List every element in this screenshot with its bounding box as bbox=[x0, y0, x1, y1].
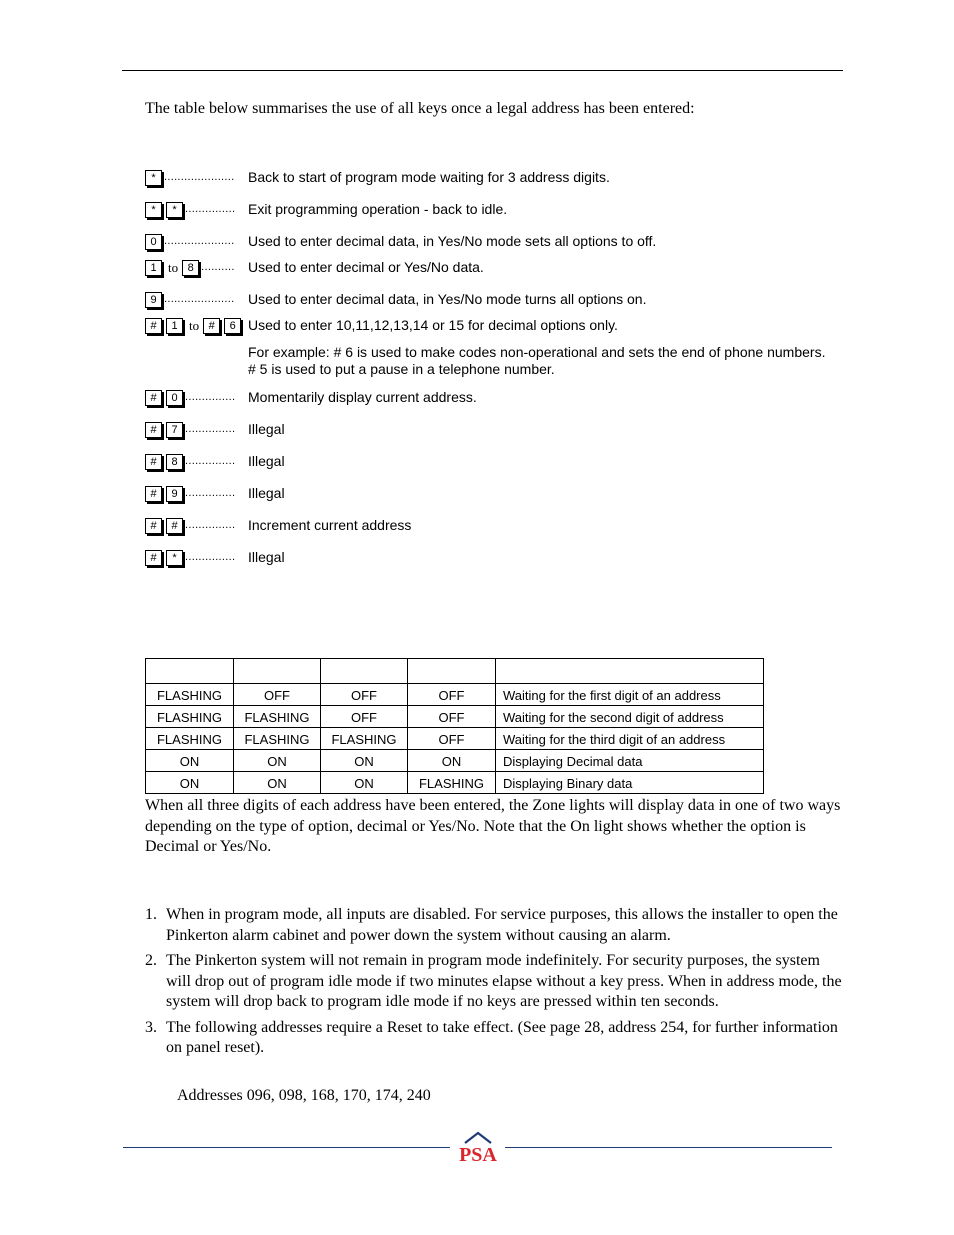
key-cap-icon: * bbox=[145, 170, 162, 186]
light-state-cell: ON bbox=[146, 750, 234, 772]
key-range-separator: to bbox=[189, 318, 200, 333]
dot-leader: ..................... bbox=[164, 293, 235, 305]
dot-leader: ............... bbox=[185, 391, 236, 403]
key-description: Used to enter decimal data, in Yes/No mode turns all options on. bbox=[248, 291, 647, 307]
key-cap-icon: * bbox=[166, 550, 183, 566]
key-cap-icon: 0 bbox=[145, 234, 162, 250]
table-row bbox=[146, 772, 764, 794]
light-state-cell: ON bbox=[321, 772, 408, 794]
key-description: Back to start of program mode waiting for 3 address digits. bbox=[248, 169, 610, 185]
header-rule bbox=[122, 70, 843, 71]
key-cap-icon: 0 bbox=[166, 390, 183, 406]
note-number: 3. bbox=[145, 1018, 157, 1036]
key-cap-icon: 9 bbox=[166, 486, 183, 502]
key-cap-icon: # bbox=[145, 454, 162, 470]
table-header-cell bbox=[496, 659, 764, 684]
key-combination bbox=[145, 198, 187, 218]
table-header-cell bbox=[321, 659, 408, 684]
table-row bbox=[146, 728, 764, 750]
svg-text:PSA: PSA bbox=[459, 1144, 497, 1165]
key-combination bbox=[145, 386, 187, 406]
light-state-cell: FLASHING bbox=[321, 728, 408, 750]
status-description-cell: Displaying Decimal data bbox=[496, 750, 764, 772]
dot-leader: ............... bbox=[185, 519, 236, 531]
key-cap-icon: # bbox=[145, 390, 162, 406]
key-combination bbox=[145, 514, 187, 534]
note-item bbox=[145, 905, 845, 946]
status-description-cell: Waiting for the third digit of an address bbox=[496, 728, 764, 750]
key-cap-icon: # bbox=[145, 318, 162, 334]
key-range-separator: to bbox=[168, 260, 179, 275]
key-cap-icon: 6 bbox=[224, 318, 241, 334]
light-state-cell: OFF bbox=[408, 706, 496, 728]
light-state-cell: ON bbox=[321, 750, 408, 772]
key-cap-icon: 8 bbox=[166, 454, 183, 470]
key-cap-icon: # bbox=[145, 422, 162, 438]
table-row bbox=[146, 706, 764, 728]
note-number: 2. bbox=[145, 952, 157, 969]
note-item bbox=[145, 951, 845, 1013]
note-text: When in program mode, all inputs are disabled. For service purposes, this allows the installer to open the Pinkerton alarm cabinet and power down the system without causing an alarm. bbox=[166, 906, 838, 944]
table-header-row bbox=[146, 659, 764, 684]
key-description: Illegal bbox=[248, 485, 285, 501]
key-cap-icon: # bbox=[145, 550, 162, 566]
key-description: Illegal bbox=[248, 421, 285, 437]
key-combination bbox=[145, 418, 187, 438]
key-description: Illegal bbox=[248, 549, 285, 565]
key-example-note: For example: # 6 is used to make codes non-operational and sets the end of phone numbers. # 5 is used to put a pause in a telephone number. bbox=[248, 344, 826, 377]
light-state-cell: OFF bbox=[408, 728, 496, 750]
dot-leader: ..................... bbox=[164, 171, 235, 183]
key-combination bbox=[145, 288, 166, 308]
key-description: Used to enter decimal data, in Yes/No mode sets all options to off. bbox=[248, 233, 657, 249]
light-state-cell: ON bbox=[234, 772, 321, 794]
light-state-cell: OFF bbox=[408, 684, 496, 706]
key-cap-icon: * bbox=[145, 202, 162, 218]
note-text: The following addresses require a Reset to take effect. (See page 28, address 254, for further information on panel reset). bbox=[166, 1018, 838, 1056]
light-state-cell: FLASHING bbox=[146, 728, 234, 750]
dot-leader: ............... bbox=[185, 423, 236, 435]
key-description: Momentarily display current address. bbox=[248, 389, 477, 405]
footer-rule-left bbox=[123, 1147, 450, 1148]
key-cap-icon: # bbox=[166, 518, 183, 534]
light-state-cell: FLASHING bbox=[234, 706, 321, 728]
key-combination bbox=[145, 546, 187, 566]
notes-list bbox=[145, 905, 845, 1064]
key-combination bbox=[145, 256, 203, 276]
key-description: Increment current address bbox=[248, 517, 412, 533]
light-state-cell: OFF bbox=[321, 706, 408, 728]
key-combination bbox=[145, 230, 166, 250]
light-state-cell: OFF bbox=[321, 684, 408, 706]
key-combination bbox=[145, 450, 187, 470]
key-cap-icon: # bbox=[145, 518, 162, 534]
light-state-cell: ON bbox=[234, 750, 321, 772]
zone-lights-paragraph: When all three digits of each address have been entered, the Zone lights will display data in one of two ways depending on the type of option, decimal or Yes/No. Note that the On light shows whether the option is Decimal or Yes/No. bbox=[145, 797, 841, 855]
key-cap-icon: 8 bbox=[182, 260, 199, 276]
note-text: The Pinkerton system will not remain in program mode indefinitely. For security purposes, the system will drop out of program idle mode if two minutes elapse without a key press. When in address mode, the system will drop back to program idle mode if no keys are pressed within ten seconds. bbox=[166, 952, 842, 1010]
light-state-cell: ON bbox=[408, 750, 496, 772]
key-combination bbox=[145, 166, 166, 186]
key-description: Exit programming operation - back to idle. bbox=[248, 201, 508, 217]
dot-leader: ............... bbox=[185, 203, 236, 215]
table-header-cell bbox=[234, 659, 321, 684]
key-description: Used to enter 10,11,12,13,14 or 15 for decimal options only. bbox=[248, 317, 618, 333]
key-description: Illegal bbox=[248, 453, 285, 469]
key-cap-icon: 1 bbox=[145, 260, 162, 276]
footer-rule-right bbox=[505, 1147, 832, 1148]
light-state-cell: OFF bbox=[234, 684, 321, 706]
key-cap-icon: 9 bbox=[145, 292, 162, 308]
light-state-cell: FLASHING bbox=[408, 772, 496, 794]
reset-addresses: Addresses 096, 098, 168, 170, 174, 240 bbox=[177, 1087, 431, 1104]
light-state-cell: ON bbox=[146, 772, 234, 794]
key-cap-icon: # bbox=[145, 486, 162, 502]
light-state-cell: FLASHING bbox=[146, 684, 234, 706]
intro-text: The table below summarises the use of all keys once a legal address has been entered: bbox=[145, 100, 695, 117]
dot-leader: ............... bbox=[185, 455, 236, 467]
table-row bbox=[146, 750, 764, 772]
key-description: Used to enter decimal or Yes/No data. bbox=[248, 259, 484, 275]
key-cap-icon: * bbox=[166, 202, 183, 218]
table-row bbox=[146, 684, 764, 706]
dot-leader: ..................... bbox=[164, 235, 235, 247]
status-description-cell: Waiting for the first digit of an address bbox=[496, 684, 764, 706]
note-number: 1. bbox=[145, 906, 157, 923]
table-header-cell bbox=[146, 659, 234, 684]
status-table bbox=[145, 658, 764, 794]
dot-leader: ............... bbox=[185, 551, 236, 563]
dot-leader: ............... bbox=[185, 487, 236, 499]
dot-leader: .......... bbox=[201, 261, 235, 273]
key-cap-icon: 1 bbox=[166, 318, 183, 334]
status-description-cell: Waiting for the second digit of address bbox=[496, 706, 764, 728]
key-cap-icon: 7 bbox=[166, 422, 183, 438]
key-combination bbox=[145, 482, 187, 502]
table-header-cell bbox=[408, 659, 496, 684]
psa-logo bbox=[453, 1131, 503, 1165]
note-item bbox=[145, 1018, 845, 1059]
light-state-cell: FLASHING bbox=[234, 728, 321, 750]
status-description-cell: Displaying Binary data bbox=[496, 772, 764, 794]
light-state-cell: FLASHING bbox=[146, 706, 234, 728]
key-combination bbox=[145, 314, 245, 334]
key-cap-icon: # bbox=[203, 318, 220, 334]
